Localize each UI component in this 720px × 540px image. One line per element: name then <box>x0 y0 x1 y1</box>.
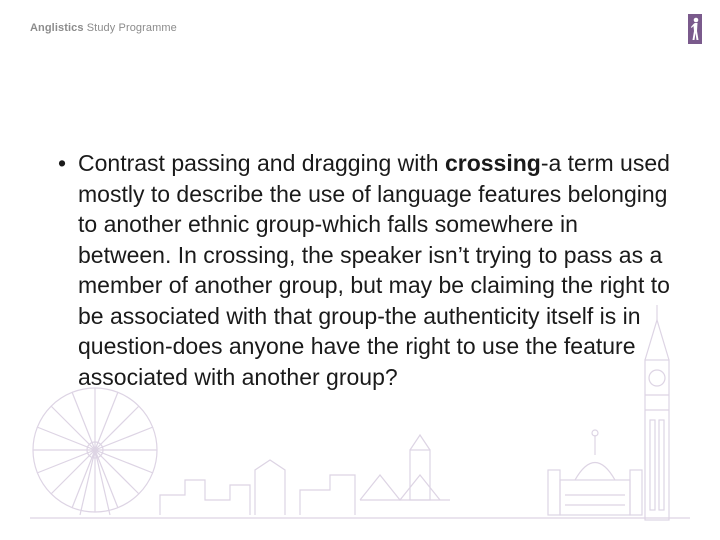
header <box>30 22 177 34</box>
bullet-item <box>56 148 696 392</box>
slide-body <box>56 148 696 392</box>
bullet-text <box>78 148 676 392</box>
emphasized-term: crossing <box>444 150 541 176</box>
figure-logo-icon <box>688 14 702 44</box>
brand-name: Anglistics <box>30 22 84 34</box>
text-before: Contrast passing and dragging with <box>78 150 445 176</box>
text-after: -a term used mostly to describe the use of language features belonging to another ethnic group-which falls somewhere in between. In crossing, the speaker isn’t trying to pass as a member of another group, but may be claiming the right to be associated with that group-the authenticity itself is in question-does anyone have the right to use the feature associated with another group? <box>78 150 670 390</box>
header-subtitle: Study Programme <box>86 22 177 34</box>
bullet-marker: • <box>58 150 67 176</box>
